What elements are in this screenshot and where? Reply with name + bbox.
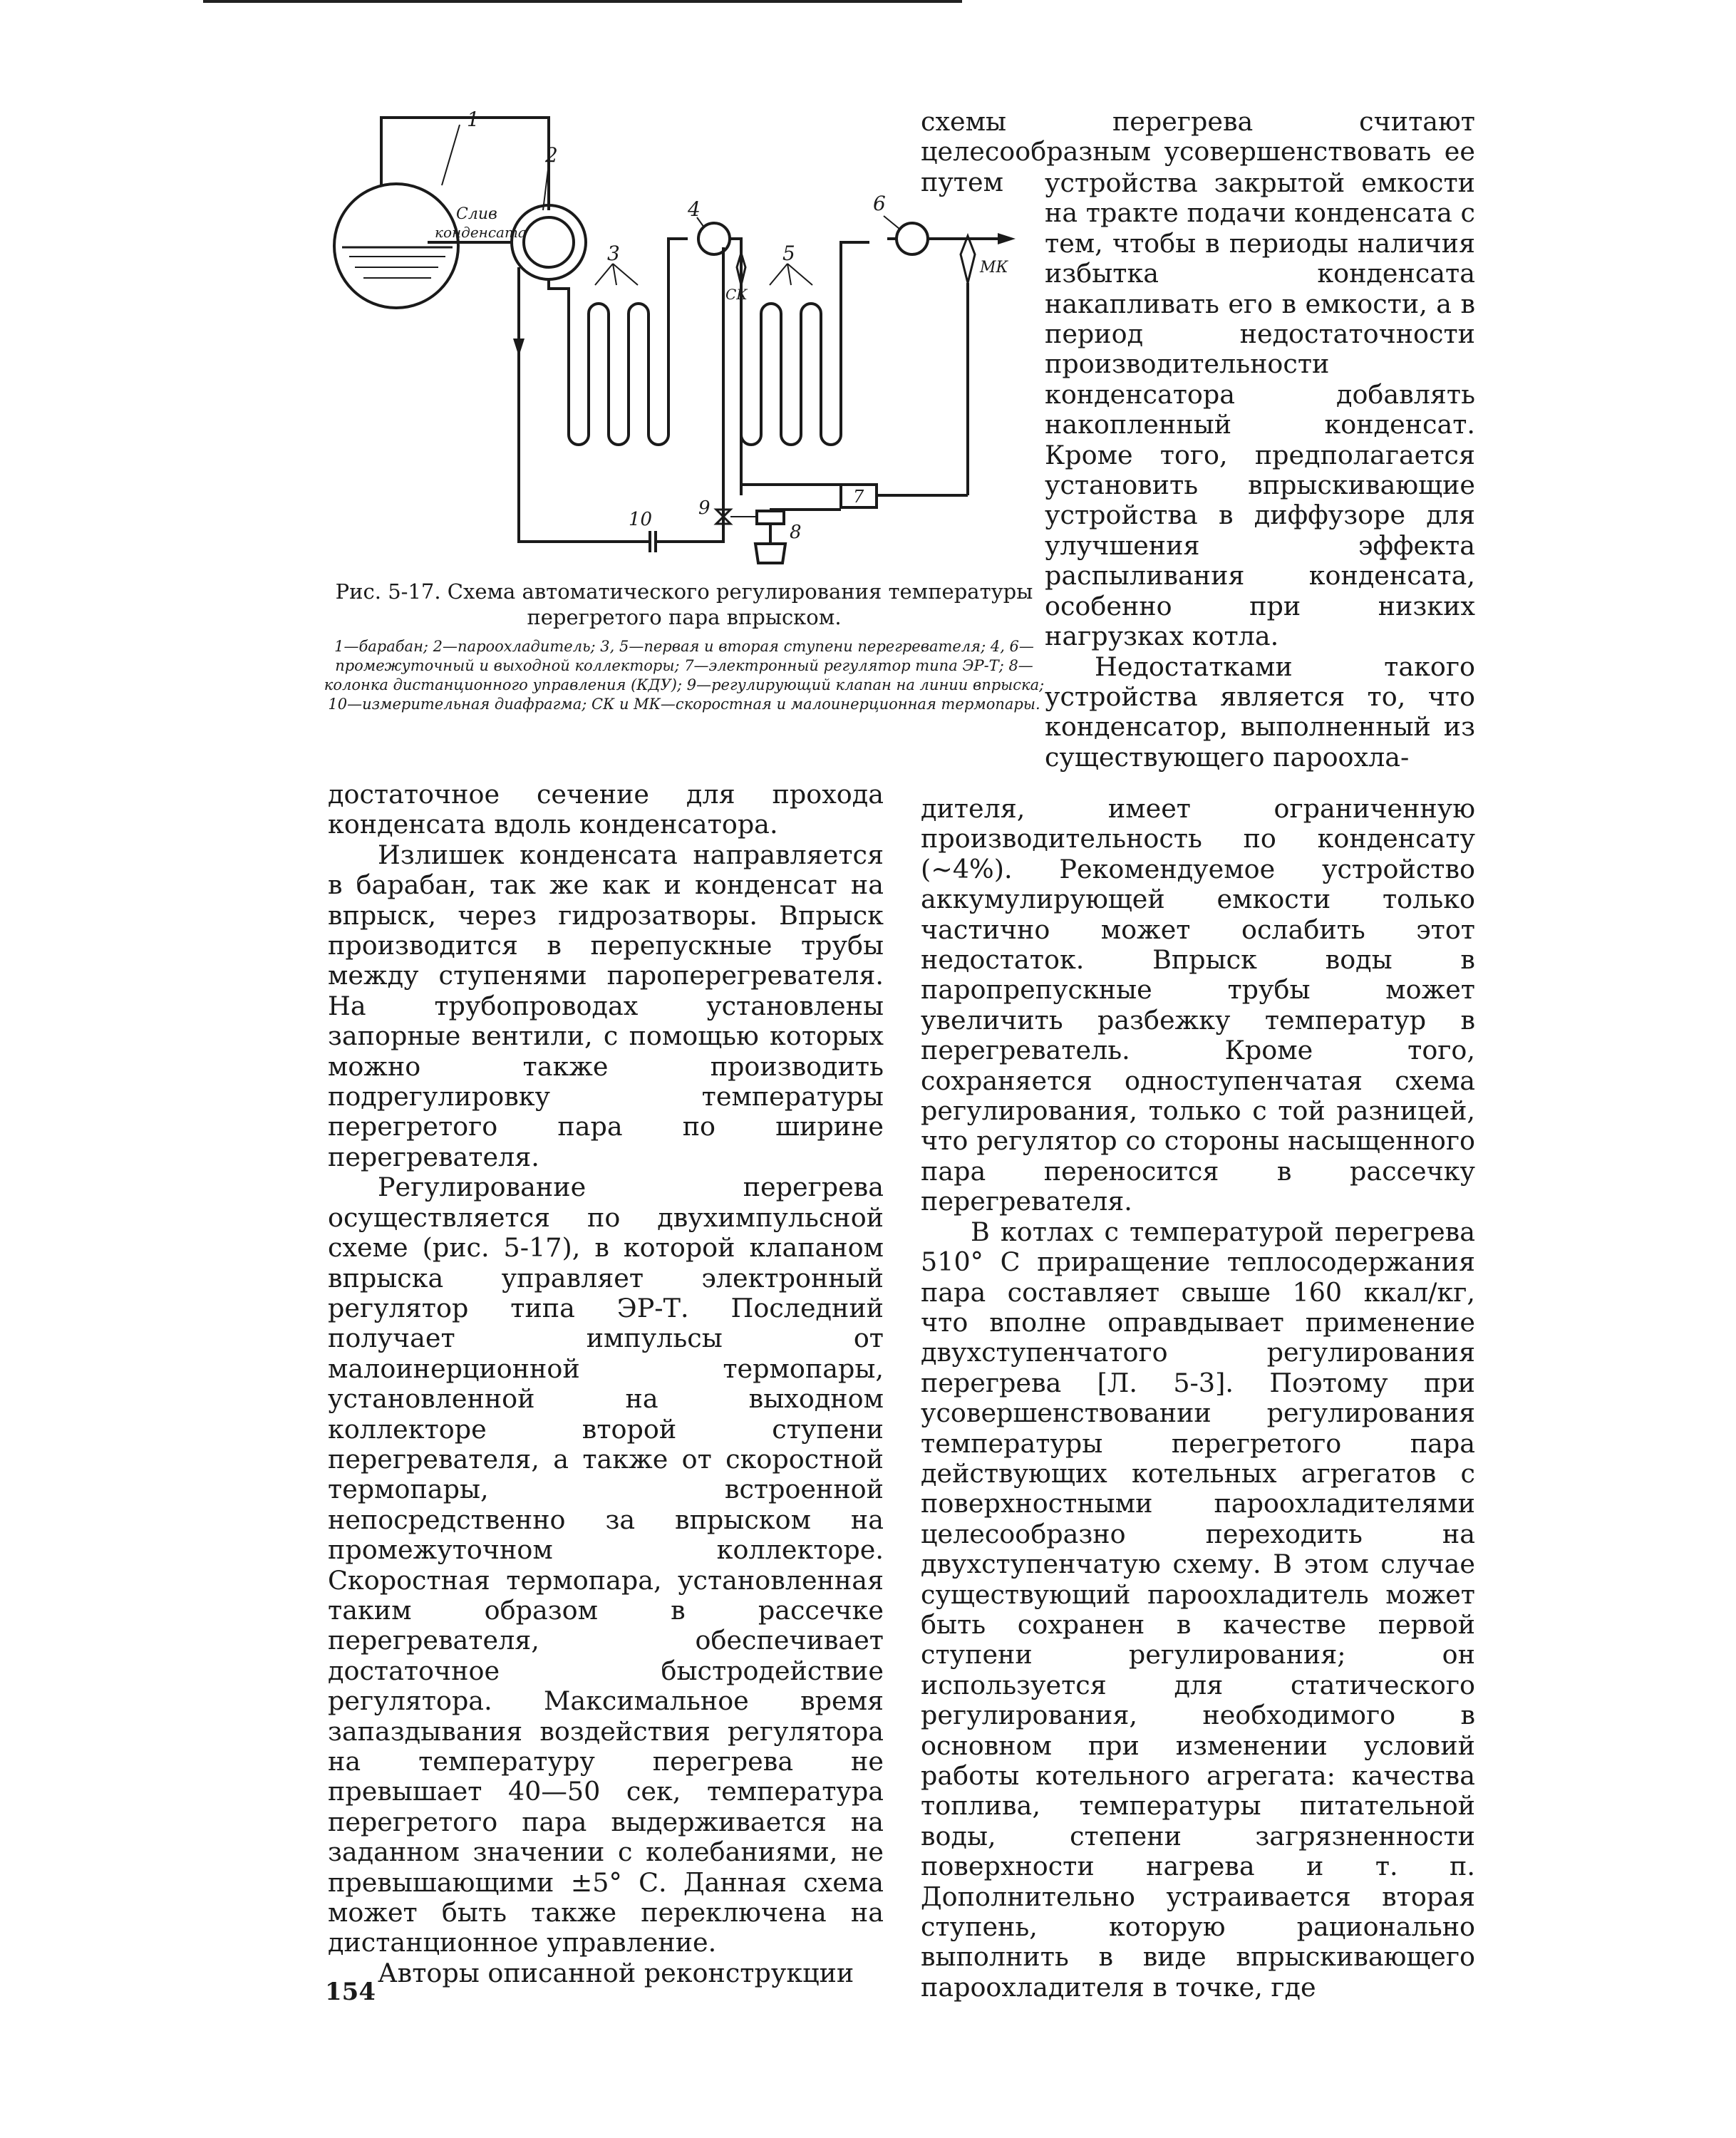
label-5: 5 xyxy=(782,242,795,265)
label-sliv: Слив xyxy=(456,205,497,223)
label-9: 9 xyxy=(698,497,711,519)
label-8: 8 xyxy=(790,522,802,543)
right-head-text: схемы перегрева считают целесообразным усовершенствовать ее путем xyxy=(921,106,1475,197)
label-2: 2 xyxy=(545,143,558,167)
caption-title: Рис. 5-17. Схема автоматического регулирования температуры перегретого пара впрыском. xyxy=(335,579,1033,629)
deficiency-paragraph-rest: дителя, имеет ограниченную производительность по конденсату (~4%). Рекомендуемое устройство аккумулирующей емкости только частично может ослабить этот недостаток. Впрыск воды в паропрепускные трубы может увеличить разбежку температур в перегреватель. Кроме того, сохраняется одноступенчатая схема регулирования, только с той разницей, что регулятор со стороны насыщенного пара переносится в рассечку перегревателя. xyxy=(921,793,1475,1217)
label-3: 3 xyxy=(607,242,620,265)
caption-legend: 1—барабан; 2—пароохладитель; 3, 5—первая и вторая ступени перегревателя; 4, 6—промежуточный и выходной коллекторы; 7—электронный регулятор типа ЭР-Т; 8—колонка дистанционного управления (КДУ); 9—регулирующий клапан на линии впрыска; 10—измерительная диафрагма; СК и МК—скоростная и малоинерционная термопары. xyxy=(324,638,1045,713)
figure-caption xyxy=(314,579,1055,714)
collector-6 xyxy=(897,223,928,254)
down-arrow xyxy=(513,339,525,356)
paragraph-boilers: В котлах с температурой перегрева 510° С приращение теплосодержания пара составляет свыше 160 ккал/кг, что вполне оправдывает применение двухступенчатого регулирования перегрева [Л. 5-3]. Поэтому при усовершенствовании регулирования температуры перегретого пара действующих котельных агрегатов с поверхностными пароохладителями целесообразно переходить на двухступенчатую схему. В этом случае существующий пароохладитель может быть сохранен в качестве первой ступени регулирования; он используется для статического регулирования, необходимого в основном при изменении условий работы котельного агрегата: качества топлива, температуры питательной воды, степени загрязненности поверхности нагрева и т. п. Дополнительно устраивается вторая ступень, которую рационально выполнить в виде впрыскивающего пароохладителя в точке, где xyxy=(921,1216,1475,2003)
deficiency-paragraph-top: Недостатками такого устройства является то, что конденсатор, выполненный из существующего пароохла- xyxy=(1045,651,1475,773)
drum xyxy=(334,184,458,308)
label-6: 6 xyxy=(873,192,886,215)
label-7: 7 xyxy=(853,487,864,507)
paragraph-regulation: Регулирование перегрева осуществляется по двухимпульсной схеме (рис. 5-17), в которой клапаном впрыска управляет электронный регулятор типа ЭР-Т. Последний получает импульсы от малоинерционной термопары, установленной на выходном коллекторе второй ступени перегревателя, а также от скоростной термопары, встроенной непосредственно за впрыском на промежуточном коллекторе. Скоростная термопара, установленная таким образом в рассечке перегревателя, обеспечивает достаточное быстродействие регулятора. Максимальное время запаздывания воздействия регулятора на температуру перегрева не превышает 40—50 сек, температура перегретого пара выдерживается на заданном значении с колебаниями, не превышающими ±5° С. Данная схема может быть также переключена на дистанционное управление. xyxy=(328,1172,884,1958)
label-ck: СК xyxy=(725,286,748,303)
page-number: 154 xyxy=(325,1978,376,2006)
top-rule xyxy=(203,0,962,3)
label-kondensata: конденсата xyxy=(435,224,527,241)
output-arrow xyxy=(998,233,1016,244)
label-mk: МК xyxy=(980,259,1008,277)
right-top-text: устройства закрытой емкости на тракте подачи конденсата с тем, чтобы в периоды наличия избытка конденсата накапливать его в емкости, а в период недостаточности производительности конденсатора добавлять накопленный конденсат. Кроме того, предполагается установить впрыскивающие устройства в диффузоре для улучшения эффекта распыливания конденсата, особенно при низких нагрузках котла. xyxy=(1045,167,1475,652)
kdu-8 xyxy=(757,511,784,524)
paragraph-authors: Авторы описанной реконструкции xyxy=(378,1957,854,1988)
label-10: 10 xyxy=(629,509,653,530)
paragraph-excess: Излишек конденсата направляется в барабан, так же как и конденсат на впрыск, через гидрозатворы. Впрыск производится в перепускные трубы между ступенями пароперегревателя. На трубопроводах установлены запорные вентили, с помощью которых можно также производить подрегулировку температуры перегретого пара по ширине перегревателя. xyxy=(328,839,884,1172)
left-column xyxy=(328,780,884,1988)
right-column-top xyxy=(1045,168,1475,773)
label-4: 4 xyxy=(688,197,701,221)
collector-4 xyxy=(698,223,730,254)
right-column xyxy=(921,794,1475,2003)
label-1: 1 xyxy=(467,108,480,131)
paragraph-continued: достаточное сечение для прохода конденсата вдоль конденсатора. xyxy=(328,779,884,840)
